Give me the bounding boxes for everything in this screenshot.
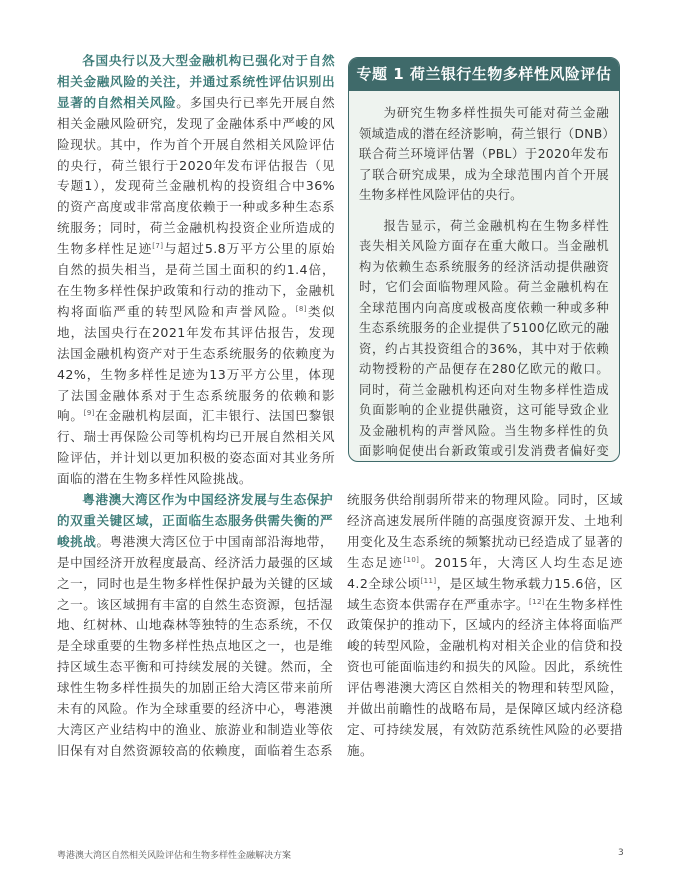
citation: [12] <box>529 597 545 606</box>
citation: [10] <box>403 555 420 564</box>
case-study-paragraph: 报告显示，荷兰金融机构在生物多样性丧失相关风险方面存在重大敞口。当金融机构为依赖生态系统服务的经济活动提供融资时，它们会面临物理风险。荷兰金融机构在全球范围内向高度或极高度依赖一种或多种生态系统服务的企业提供了5100亿欧元的融资，约占其投资组合的36%，其中对于依赖动物授粉的产品便存在280亿欧元的敞口。同时，荷兰金融机构还向对生物多样性造成负面影响的企业提供融资，这可能导致企业及金融机构的声誉风险。当生物多样性的负面影响促使出台新政策或引发消费者偏好变 <box>359 218 609 458</box>
citation: [11] <box>420 576 437 585</box>
body-text: 在生物多样性政策保护的推动下，区域内的经济主体将面临严峻的转型风险，金融机构对相关企业的信贷和投资也可能面临违约和损失的风险。因此，系统性评估粤港澳大湾区自然相关的物理和转型风险，并做出前瞻性的战略布局，是保障区域内经济稳定、可持续发展，有效防范系统性风险的必要措施。 <box>347 596 623 758</box>
body-text: 在金融机构层面，汇丰银行、法国巴黎银行、瑞士再保险公司等机构均已开展自然相关风险评估，并计划以更加积极的姿态面对其业务所面临的潜在生物多样性风险挑战。 <box>57 408 335 487</box>
case-study-box <box>348 57 620 462</box>
citation: [7] <box>152 241 164 250</box>
body-text: ，是区域生物承载力15.6倍，区域生态资本供需存在严重赤字。 <box>347 575 623 612</box>
footer-title: 粤港澳大湾区自然相关风险评估和生物多样性金融解决方案 <box>57 851 292 861</box>
citation: [9] <box>83 409 95 418</box>
body-text: 。2015年，大湾区人均生态足迹4.2全球公顷 <box>347 554 623 591</box>
page-number: 3 <box>618 848 624 858</box>
gba-section <box>57 490 623 770</box>
citation: [8] <box>295 304 307 313</box>
intro-paragraph <box>57 51 335 490</box>
highlighted-lead: 各国央行以及大型金融机构已强化对于自然相关金融风险的关注，并通过系统性评估识别出显著的自然相关风险 <box>57 53 335 110</box>
case-study-body <box>349 91 619 462</box>
body-text: 类似地，法国央行在2021年发布其评估报告，发现法国金融机构资产对于生态系统服务的依赖度为42%，生物多样性足迹为13万平方公里，体现了法国金融体系对于生态系统服务的依赖和影响。 <box>57 303 335 424</box>
highlighted-lead: 粤港澳大湾区作为中国经济发展与生态保护的双重关键区域，正面临生态服务供需失衡的严峻挑战 <box>57 492 333 549</box>
case-study-paragraph: 为研究生物多样性损失可能对荷兰金融领域造成的潜在经济影响，荷兰银行（DNB）联合荷兰环境评估署（PBL）于2020年发布了联合研究成果，成为全球范围内首个开展生物多样性风险评估的央行。 <box>359 106 609 202</box>
body-text: 与超过5.8万平方公里的原始自然的损失相当，是荷兰国土面积的约1.4倍，在生物多样性保护政策和行动的推动下，金融机构将面临严重的转型风险和声誉风险。 <box>57 241 335 319</box>
body-text: 。粤港澳大湾区位于中国南部沿海地带，是中国经济开放程度最高、经济活力最强的区域之一，同时也是生物多样性保护最为关键的区域之一。该区域拥有丰富的自然生态资源，包括湿地、红树林、山地森林等独特的生态系统，不仅是全球重要的生物多样性热点地区之一，也是维持区域生态平衡和可持续发展的关键。然而，全球性生物多样性损失的加剧正给大湾区带来前所未有的风险。作为全球重要的经济中心，粤港澳大湾区产业结构中的渔业、旅游业和制造业等依旧保有对自然资源较高的依赖度，面临着生态系统服务供给削弱所带来的物理风险。同时，区域经济高速发展所伴随的高强度资源开发、土地利用变化及生态系统的频繁扰动已经造成了显著的生态足迹 <box>57 492 623 758</box>
case-study-title: 专题 1 荷兰银行生物多样性风险评估 <box>349 58 619 91</box>
body-text: 。多国央行已率先开展自然相关金融风险研究，发现了金融体系中严峻的风险现状。其中，作为首个开展自然相关风险评估的央行，荷兰银行于2020年发布评估报告（见专题1），发现荷兰金融机构的投资组合中36%的资产高度或非常高度依赖于一种或多种生态系统服务；同时，荷兰金融机构投资企业所造成的生物多样性足迹 <box>57 94 335 257</box>
